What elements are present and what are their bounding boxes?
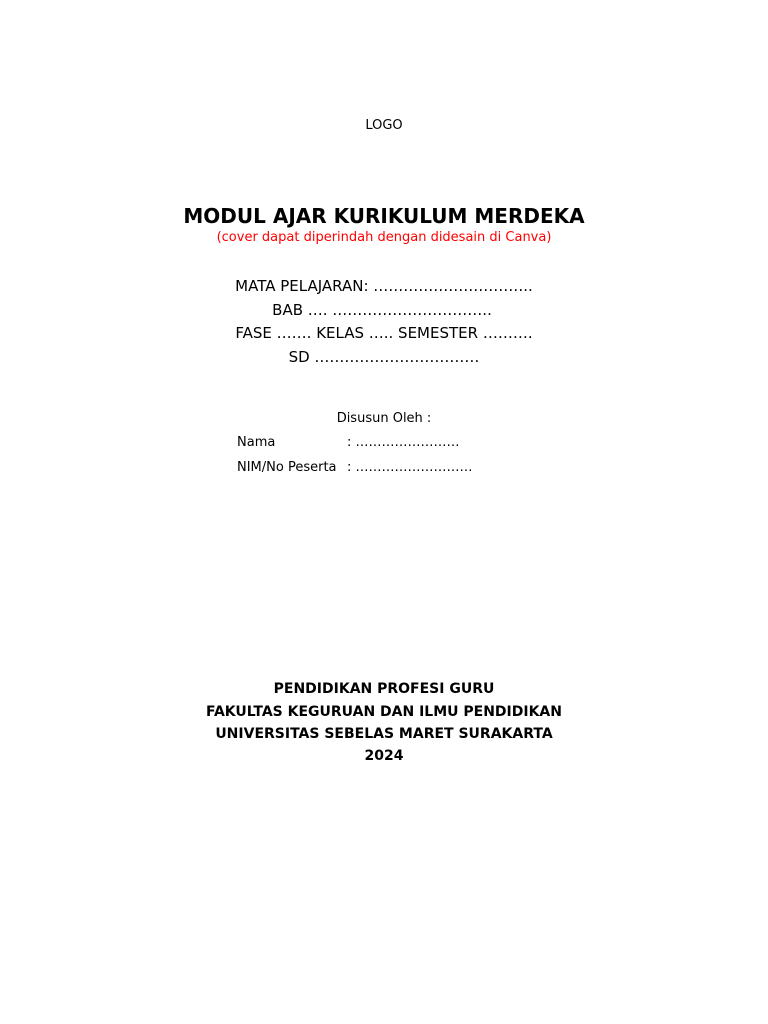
program-name: PENDIDIKAN PROFESI GURU xyxy=(273,681,495,697)
nim-field-label: NIM/No Peserta xyxy=(237,460,337,475)
name-field-label: Nama xyxy=(237,435,276,450)
faculty-name: FAKULTAS KEGURUAN DAN ILMU PENDIDIKAN xyxy=(206,704,562,720)
compiled-by-label: Disusun Oleh : xyxy=(336,411,432,426)
design-note: (cover dapat diperindah dengan didesain di Canva) xyxy=(216,230,552,245)
document-title: MODUL AJAR KURIKULUM MERDEKA xyxy=(183,204,585,228)
name-field-value: : …………………… xyxy=(347,435,460,450)
logo-placeholder: LOGO xyxy=(365,118,403,133)
phase-class-semester-line: FASE ……. KELAS ….. SEMESTER ………. xyxy=(235,324,533,342)
name-field xyxy=(237,435,537,453)
chapter-line: BAB …. ………………………….. xyxy=(272,301,492,319)
university-name: UNIVERSITAS SEBELAS MARET SURAKARTA xyxy=(215,726,553,742)
year: 2024 xyxy=(364,748,404,764)
school-line: SD …………………………… xyxy=(288,348,480,366)
nim-field-value: : ……………………… xyxy=(347,460,473,475)
subject-line: MATA PELAJARAN: ………………………….. xyxy=(235,277,533,295)
nim-field xyxy=(237,460,537,478)
